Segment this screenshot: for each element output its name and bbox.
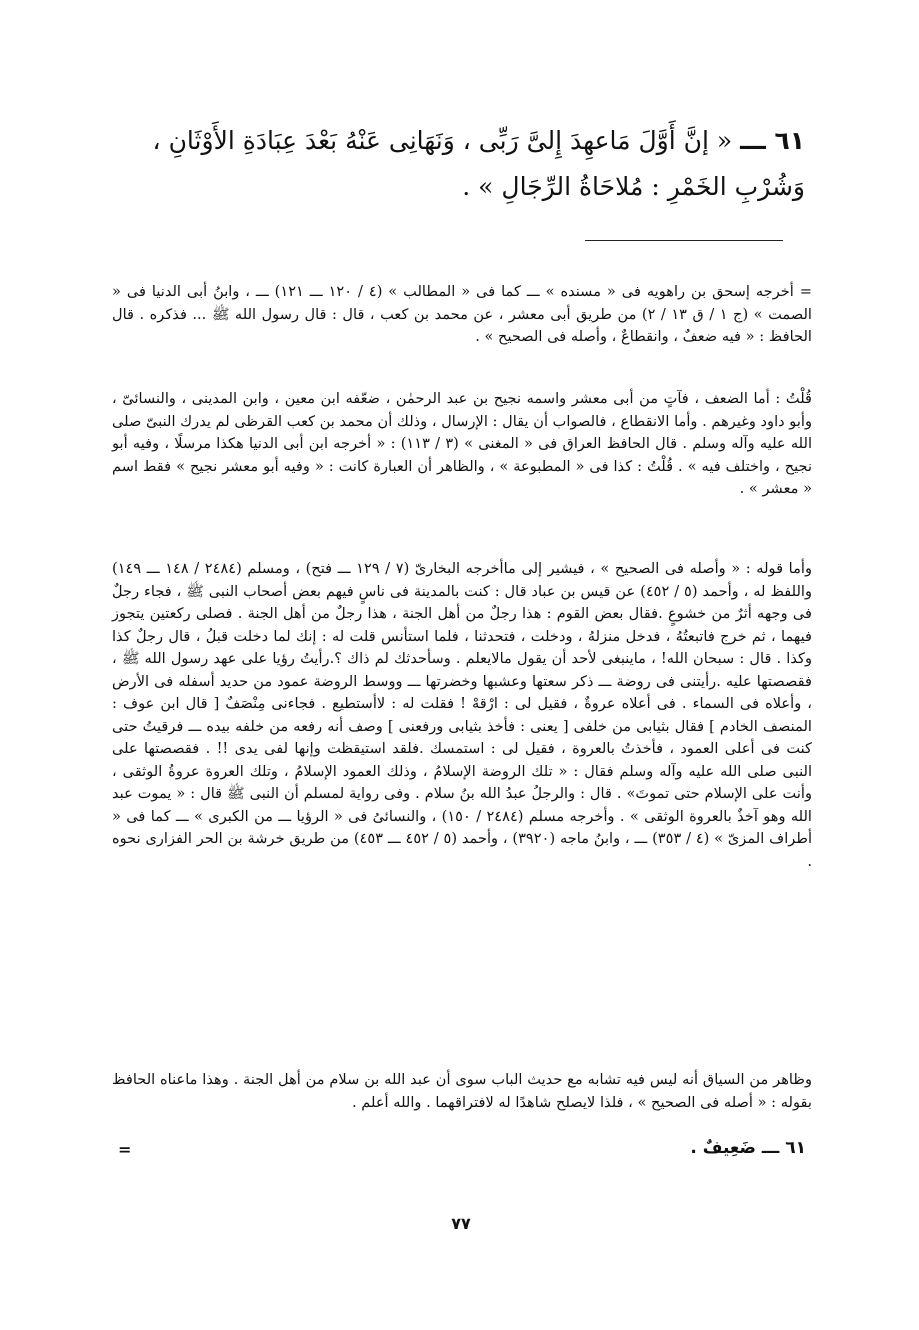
hadith-number: ٦١ ـــ xyxy=(740,126,805,155)
continuation-mark: = xyxy=(118,1140,132,1159)
hadith-text xyxy=(115,118,805,210)
footnote-paragraph-conclusion: وظاهر من السياق أنه ليس فيه تشابه مع حديث الباب سوى أن عبد الله بن سلام من أهل الجنة . وهذا ماعناه الحافظ بقوله : « أصله فى الصحيح » ، فلذا لايصلح شاهدًا له لافتراقهما . والله أعلم . xyxy=(112,1071,812,1111)
hadith-body: « إنَّ أَوَّلَ مَاعهِدَ إِلىَّ رَبِّى ، وَنَهَانِى عَنْهُ بَعْدَ عِبَادَةِ الأَوْثَانِ ، وَشُرْبِ الخَمْرِ : مُلاحَاةُ الرِّجَالِ » . xyxy=(152,126,805,201)
page-number: ٧٧ xyxy=(451,1214,471,1233)
footnote-separator-line xyxy=(585,240,783,241)
footnote-paragraph-sahih-origin: وأما قوله : « وأصله فى الصحيح » ، فيشير إلى ماأخرجه البخارىّ (٧ / ١٢٩ ـــ فتح) ، ومسلم (٢٤٨٤ / ١٤٨ ـــ ١٤٩) واللفظ له ، وأحمد (٥ / ٤٥٢) عن قيس بن عباد قال : كنت بالمدينة فى ناسٍ فيهم بعض أصحاب النبى ﷺ ، فجاء رجلٌ فى وجهه أثرٌ من خشوعٍ .فقال بعض القوم : هذا رجلٌ من أهل الجنة ، هذا رجلٌ من أهل الجنة . فصلى ركعتين يتجوز فيهما ، ثم خرج فاتبعتُهُ ، فدخل منزلهُ ، ودخلت ، فتحدثنا ، فلما استأنس قلت له : إنك لما دخلت قبلُ ، قال رجلٌ كذا وكذا . قال : سبحان الله! ، ماينبغى لأحد أن يقول مالايعلم . وسأحدثك لم ذاك ؟.رأيتُ رؤيا على عهد رسول الله ﷺ ، فقصصتها عليه .رأيتنى فى روضة ـــ ذكر سعتها وعشبها وخضرتها ـــ ووسط الروضة عمود من حديد أسفله فى الأرض ، وأعلاه فى السماء . فى أعلاه عروةٌ ، فقيل لى : ارْقهْ ! فقلت له : لاأستطيع . فجاءنى مِنْصَفٌ [ قال ابن عوف : المنصف الخادم ] فقال بثيابى من خلفى [ يعنى : فأخذ بثيابى ورفعنى ] وصف أنه رفعه من خلفه بيده ـــ فرقيتُ حتى كنت فى أعلى العمود ، فأخذتُ بالعروة ، فقيل لى : استمسك .فلقد استيقظت وإنها لفى يدى !! . فقصصتها على النبى صلى الله عليه وآله وسلم فقال : « تلك الروضة الإسلامُ ، وذلك العمود الإسلامُ ، وتلك العروة عروةُ الوثقى ، وأنت على الإسلام حتى تموتَ» . قال : والرجلُ عبدُ الله بنُ سلام . وفى رواية لمسلم أن النبى ﷺ قال : « يموت عبد الله وهو آخذٌ بالعروة الوثقى » . وأخرجه مسلم (٢٤٨٤ / ١٥٠) ، والنسائىُ فى « الرؤيا ـــ من الكبرى » ـــ كما فى « أطراف المزىّ » (٤ / ٣٥٣) ـــ ، وابنُ ماجه (٣٩٢٠) ، وأحمد (٥ / ٤٥٢ ـــ ٤٥٣) من طريق خرشة بن الحر الفزارى نحوه . xyxy=(112,560,812,870)
footnote-paragraph-sources: = أخرجه إسحق بن راهويه فى « مسنده » ـــ كما فى « المطالب » (٤ / ١٢٠ ـــ ١٢١) ـــ ، وابنُ أبى الدنيا فى « الصمت » (ج ١ / ق ١٣ / ٢) من طريق أبى معشر ، عن محمد بن كعب ، قال : قال رسول الله ﷺ ... فذكره . قال الحافظ : « فيه ضعفٌ ، وانقطاعٌ ، وأصله فى الصحيح » . xyxy=(112,283,812,345)
hadith-verdict: ٦١ ـــ ضَعِيفٌ . xyxy=(690,1138,806,1158)
footnote-paragraph-weakness: قُلْتُ : أما الضعف ، فآتٍ من أبى معشر واسمه نجيح بن عبد الرحمٰن ، ضعّفه ابن معين ، وابن المدينى ، والنسائىّ ، وأبو داود وغيرهم . وأما الانقطاع ، فالصواب أن يقال : الإرسال ، وذلك أن محمد بن كعب القرظى لم يدرك النبىّ صلى الله عليه وآله وسلم . قال الحافظ العراق فى « المغنى » (٣ / ١١٣) : « أخرجه ابن أبى الدنيا هكذا مرسلًا ، وفيه أبو نجيح ، واختلف فيه » . قُلْتُ : كذا فى « المطبوعة » ، والظاهر أن العبارة كانت : « وفيه أبو معشر نجيح » فقط اسم « معشر » . xyxy=(112,390,812,497)
